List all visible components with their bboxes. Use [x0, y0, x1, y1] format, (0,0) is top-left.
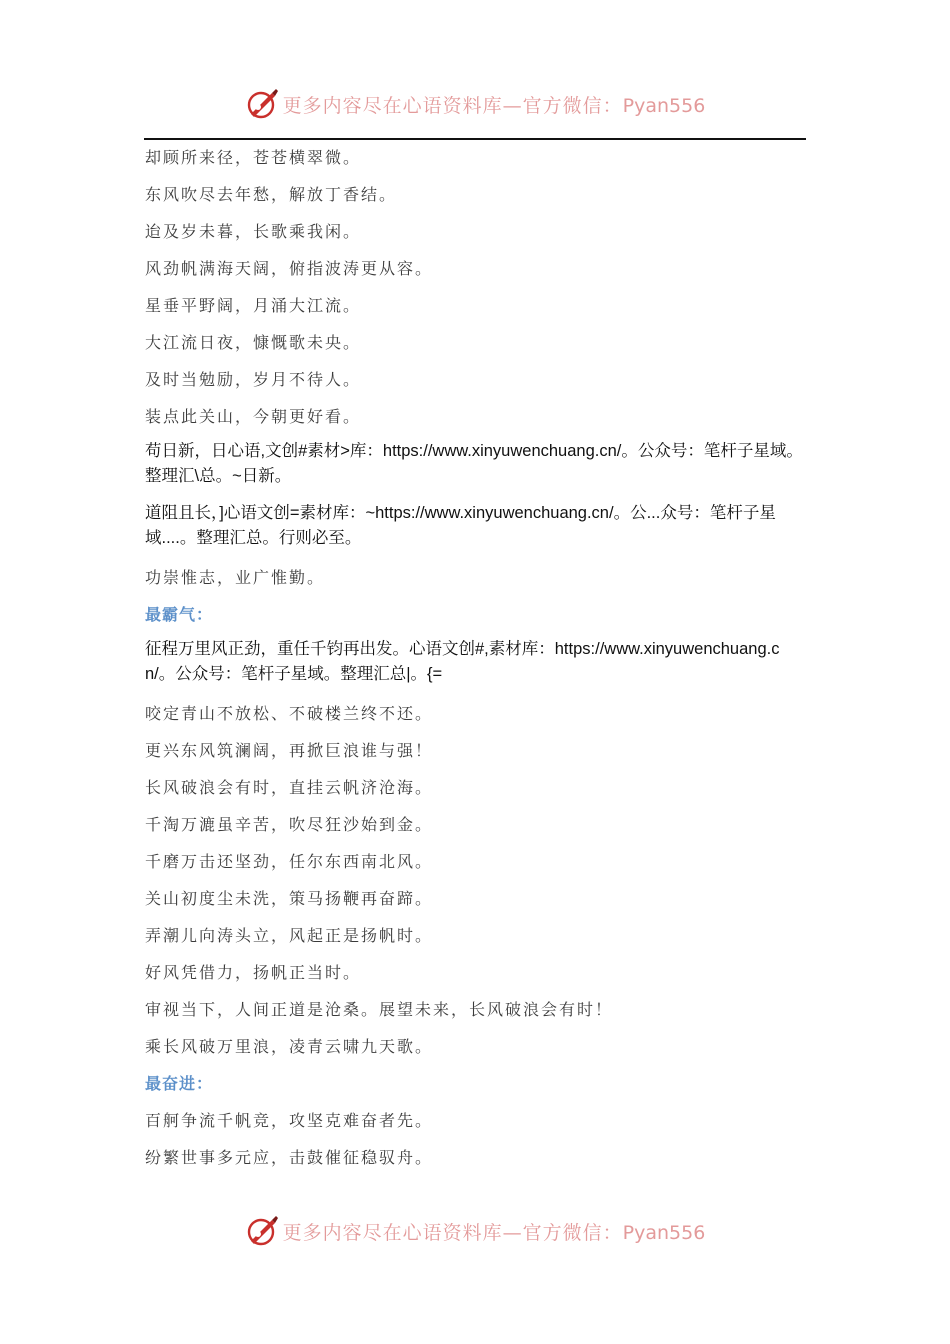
section-heading: 最霸气：: [145, 605, 214, 624]
text-line: 审视当下，人间正道是沧桑。展望未来，长风破浪会有时！: [145, 1000, 614, 1019]
section-heading: 最奋进：: [145, 1074, 214, 1093]
header-wechat-id: Pyan556: [622, 94, 706, 117]
text-paragraph: 征程万里风正劲，重任千钧再出发。心语文创#,素材库：https://www.xinyuwenchuang.cn/。公众号：笔杆子星域。整理汇总|。{=: [145, 640, 780, 683]
text-line: 长风破浪会有时，直挂云帆济沧海。: [145, 778, 434, 797]
text-line: 好风凭借力，扬帆正当时。: [145, 963, 362, 982]
footer-banner: [0, 1211, 950, 1251]
text-line: 装点此关山，今朝更好看。: [145, 407, 362, 426]
footer-banner-text: 更多内容尽在心语资料库—官方微信：Pyan556: [282, 1221, 706, 1244]
header-banner-text: 更多内容尽在心语资料库—官方微信：Pyan556: [282, 94, 706, 117]
text-line: 弄潮儿向涛头立，风起正是扬帆时。: [145, 926, 434, 945]
text-line: 功崇惟志，业广惟勤。: [145, 568, 326, 587]
text-paragraph: 苟日新，日心语,文创#素材>库：https://www.xinyuwenchuang.cn/。公众号：笔杆子星域。整理汇\总。~日新。: [145, 442, 803, 485]
document-body: [145, 143, 805, 1180]
footer-wechat-id: Pyan556: [622, 1221, 706, 1244]
text-line: 千磨万击还坚劲，任尔东西南北风。: [145, 852, 434, 871]
header-banner: [0, 84, 950, 124]
text-line: 咬定青山不放松、不破楼兰终不还。: [145, 704, 434, 723]
text-line: 乘长风破万里浪，凌青云啸九天歌。: [145, 1037, 434, 1056]
text-line: 风劲帆满海天阔，俯指波涛更从容。: [145, 259, 434, 278]
text-line: 及时当勉励，岁月不待人。: [145, 370, 362, 389]
text-line: 东风吹尽去年愁，解放丁香结。: [145, 185, 398, 204]
text-line: 星垂平野阔，月涌大江流。: [145, 296, 362, 315]
text-line: 纷繁世事多元应，击鼓催征稳驭舟。: [145, 1148, 434, 1167]
text-line: 百舸争流千帆竞，攻坚克难奋者先。: [145, 1111, 434, 1130]
text-line: 更兴东风筑澜阔，再掀巨浪谁与强！: [145, 741, 434, 760]
text-line: 却顾所来径，苍苍横翠微。: [145, 148, 362, 167]
text-paragraph: 道阻且长，]心语文创=素材库：~https://www.xinyuwenchuang.cn/。公...众号：笔杆子星域....。整理汇总。行则必至。: [145, 504, 776, 547]
text-line: 千淘万漉虽辛苦，吹尽狂沙始到金。: [145, 815, 434, 834]
pen-logo-icon: [245, 87, 279, 121]
pen-logo-icon: [245, 1214, 279, 1248]
text-line: 迨及岁未暮，长歌乘我闲。: [145, 222, 362, 241]
text-line: 大江流日夜，慷慨歌未央。: [145, 333, 362, 352]
header-divider: [144, 138, 806, 140]
text-line: 关山初度尘未洗，策马扬鞭再奋蹄。: [145, 889, 434, 908]
